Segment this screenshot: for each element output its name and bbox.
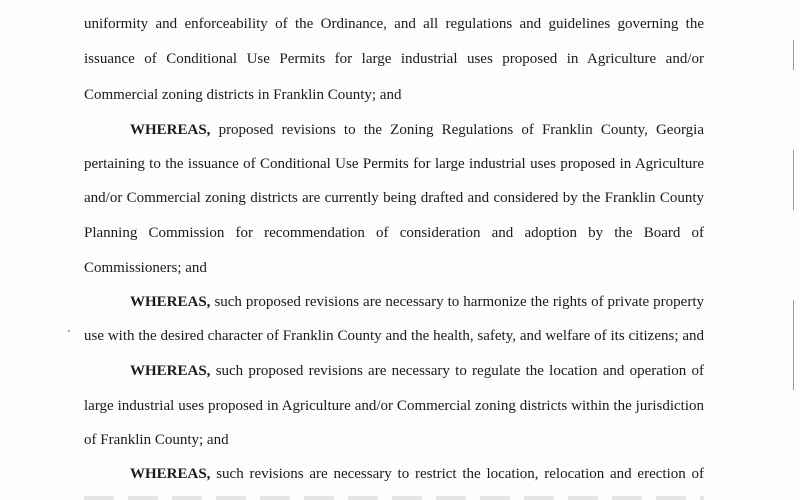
text-line: use with the desired character of Franklin County and the health, safety, and welfare of its citizens; and bbox=[84, 328, 704, 344]
text-line: Commercial zoning districts in Franklin County; and bbox=[84, 87, 402, 103]
paragraph-first-line bbox=[130, 293, 704, 311]
text-line: pertaining to the issuance of Conditional Use Permits for large industrial uses proposed in Agriculture bbox=[84, 156, 704, 172]
whereas-keyword: WHEREAS, bbox=[130, 363, 211, 379]
paragraph-first-line bbox=[130, 465, 704, 483]
paragraph-first-line bbox=[130, 121, 704, 139]
scan-edge-mark bbox=[793, 40, 794, 70]
text-line: issuance of Conditional Use Permits for large industrial uses proposed in Agriculture and/or bbox=[84, 51, 704, 67]
scan-edge-mark bbox=[793, 150, 794, 210]
scan-speck bbox=[68, 330, 70, 332]
text-segment: such proposed revisions are necessary to regulate the location and operation of bbox=[215, 363, 705, 379]
text-line: uniformity and enforceability of the Ordinance, and all regulations and guidelines governing the bbox=[84, 16, 704, 32]
paragraph-first-line bbox=[130, 362, 704, 380]
whereas-keyword: WHEREAS, bbox=[130, 122, 211, 138]
whereas-keyword: WHEREAS, bbox=[130, 466, 211, 482]
scan-edge-mark bbox=[793, 300, 794, 390]
text-line: and/or Commercial zoning districts are currently being drafted and considered by the Franklin County bbox=[84, 190, 704, 206]
text-segment: such proposed revisions are necessary to harmonize the rights of private property bbox=[214, 294, 705, 310]
text-segment: proposed revisions to the Zoning Regulations of Franklin County, Georgia bbox=[218, 122, 705, 138]
cut-off-text-line bbox=[84, 496, 704, 500]
text-segment: such revisions are necessary to restrict the location, relocation and erection of bbox=[216, 466, 704, 482]
text-line: Planning Commission for recommendation of consideration and adoption by the Board of bbox=[84, 225, 704, 241]
text-line: of Franklin County; and bbox=[84, 432, 229, 448]
text-line: Commissioners; and bbox=[84, 260, 207, 276]
whereas-keyword: WHEREAS, bbox=[130, 294, 211, 310]
text-line: large industrial uses proposed in Agriculture and/or Commercial zoning districts within the jurisdiction bbox=[84, 398, 704, 414]
